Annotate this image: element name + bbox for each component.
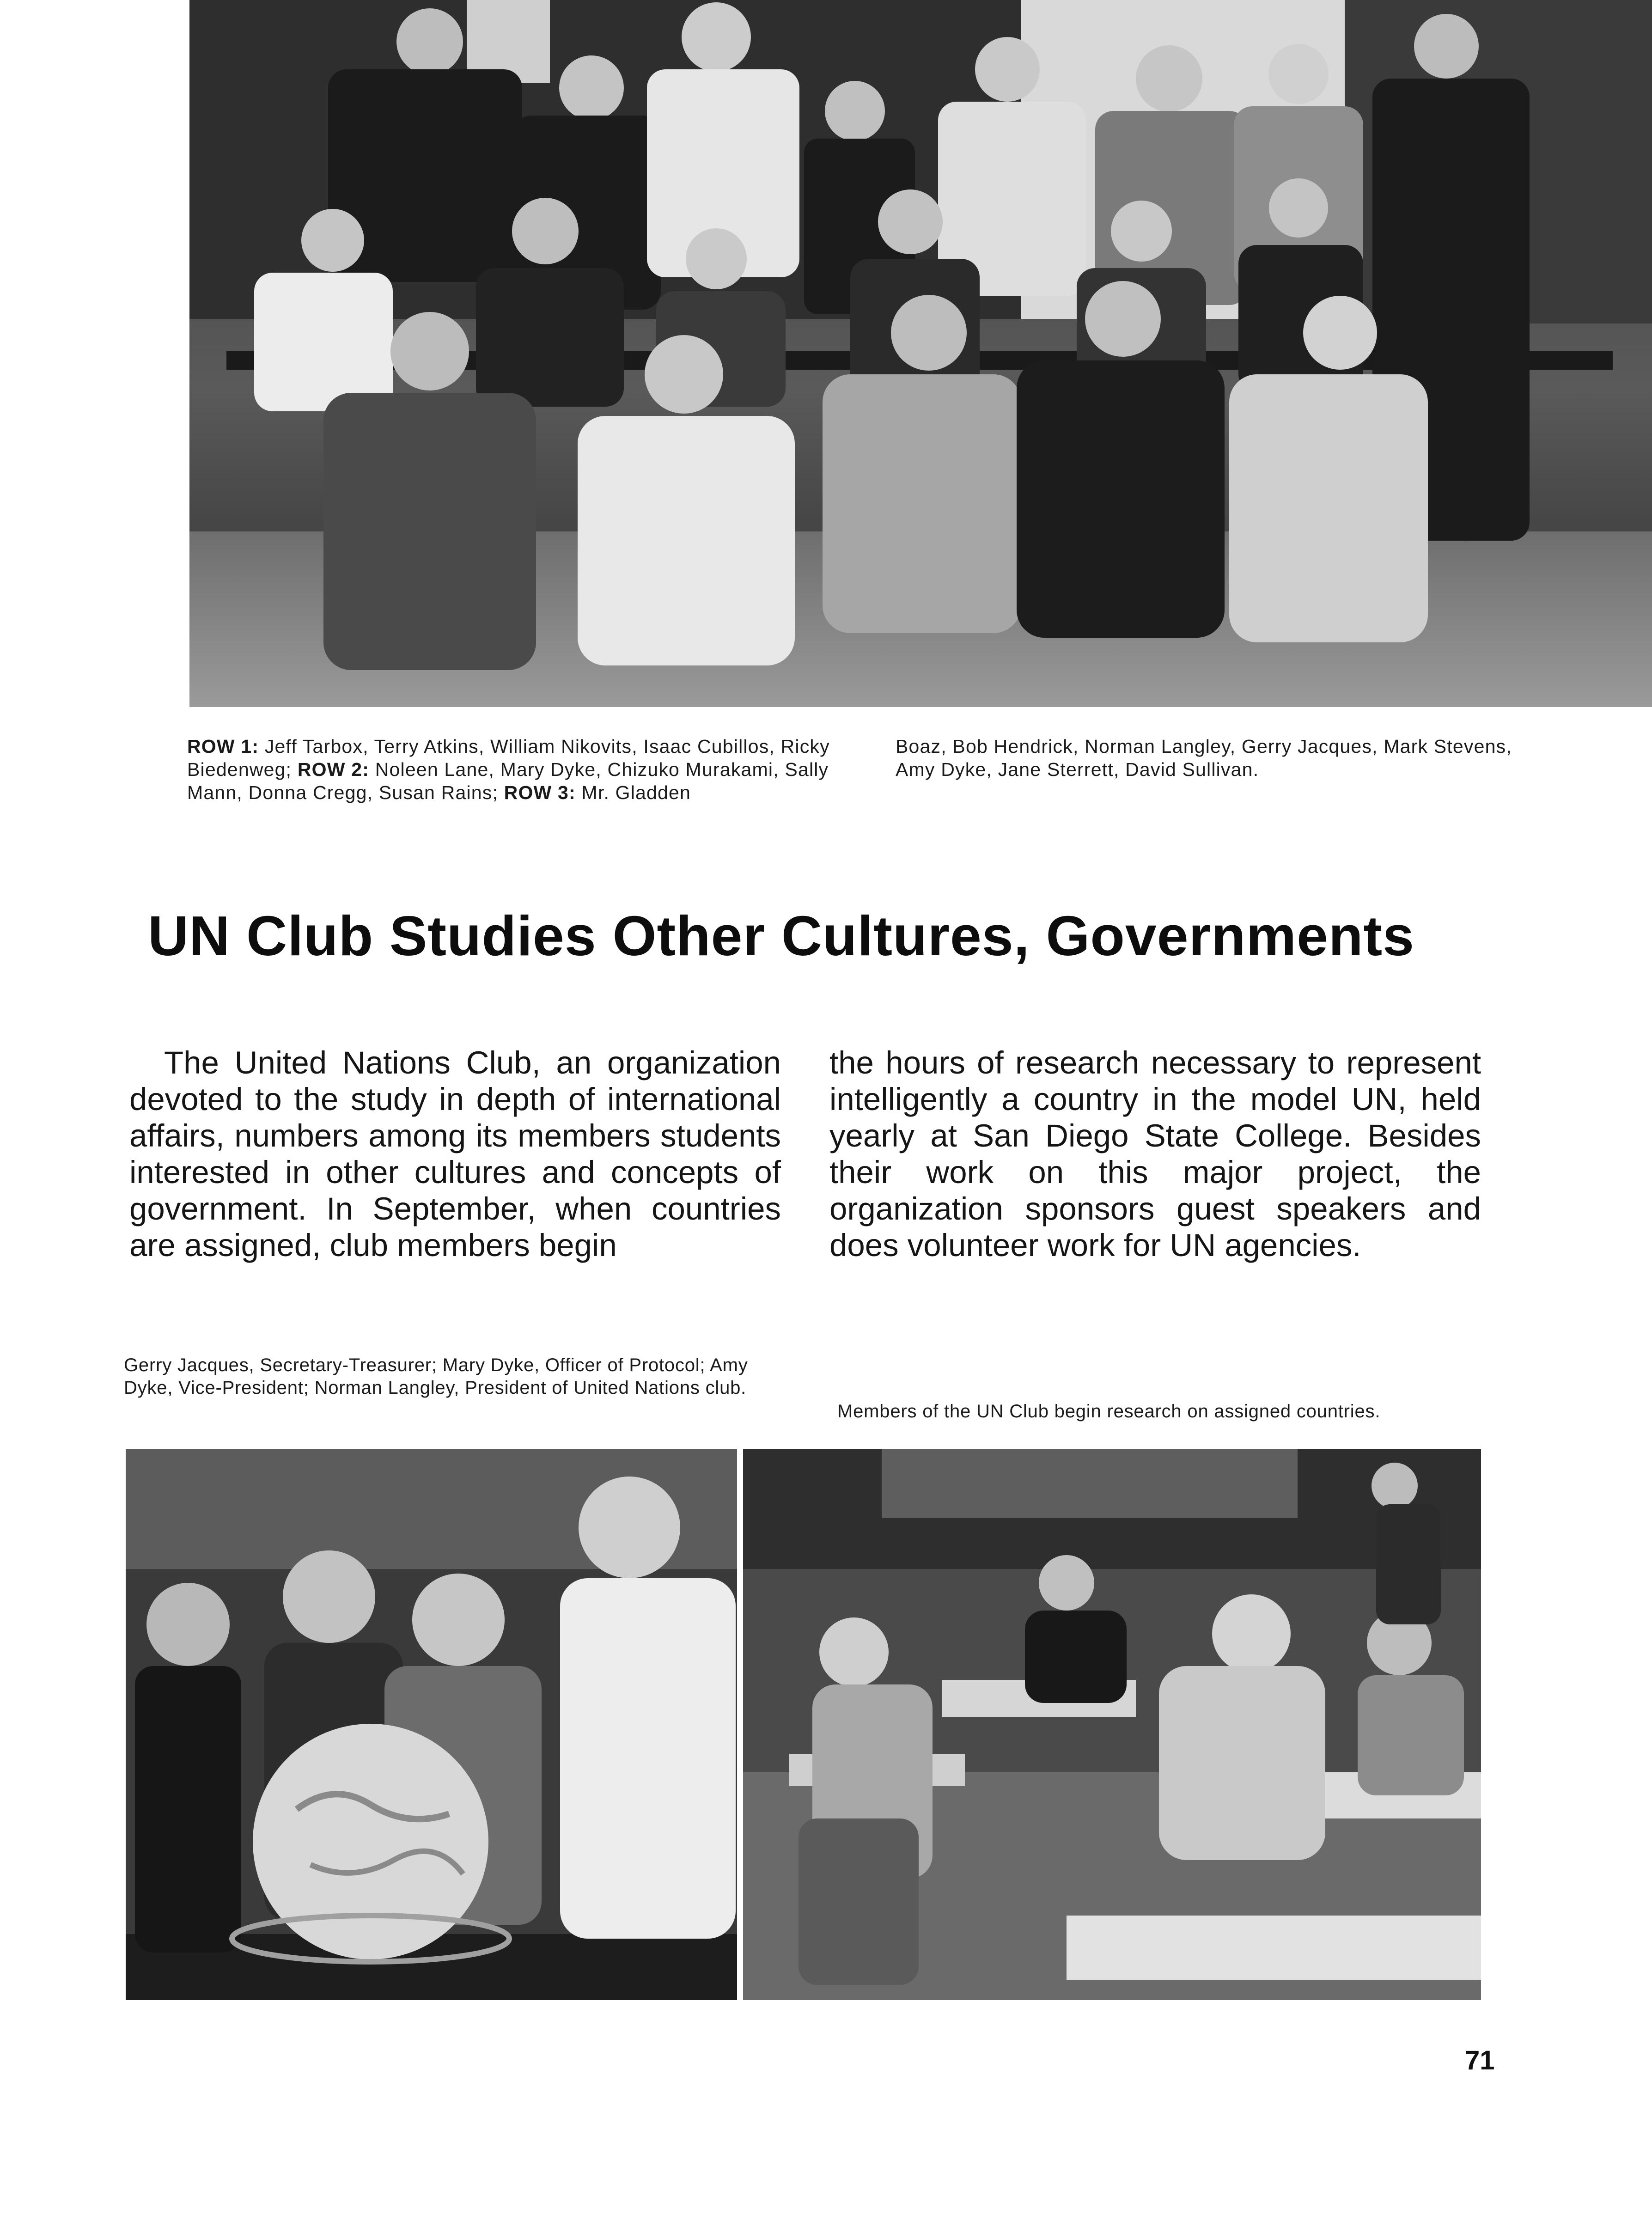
officers-globe-image (126, 1449, 737, 2000)
row2-label: ROW 2: (297, 759, 370, 780)
row3-names: Mr. Gladden (575, 782, 691, 803)
row1-names: Jeff Tarbox, Terry Atkins, William Nikovits, Isaac Cubillos, Ricky Biedenweg; (187, 736, 830, 780)
officers-photo-caption: Gerry Jacques, Secretary-Treasurer; Mary Dyke, Officer of Protocol; Amy Dyke, Vice-President; Norman Langley, President of United Nations club. (124, 1355, 748, 1398)
officers-globe-photo (126, 1449, 737, 2000)
row2-names: Noleen Lane, Mary Dyke, Chizuko Murakami, Sally Mann, Donna Cregg, Susan Rains; (187, 759, 829, 803)
body-column-right: the hours of research necessary to represent intelligently a country in the model UN, held yearly at San Diego State College. Besides their work on this major project, the organization sponsors guest speakers and does volunteer work for UN agencies. (829, 1045, 1481, 1263)
page-title: UN Club Studies Other Cultures, Governments (148, 904, 1414, 967)
classroom-photo-caption: Members of the UN Club begin research on assigned countries. (837, 1401, 1381, 1422)
row3-label: ROW 3: (504, 782, 576, 803)
row1-label: ROW 1: (187, 736, 259, 757)
group-photo (189, 0, 1652, 707)
group-photo-caption-right: Boaz, Bob Hendrick, Norman Langley, Gerry Jacques, Mark Stevens, Amy Dyke, Jane Sterrett, David Sullivan. (896, 736, 1512, 780)
group-photo-caption-left (187, 735, 843, 804)
body-column-left: The United Nations Club, an organization devoted to the study in depth of international affairs, numbers among its members students interested in other cultures and concepts of government. In September, when countries are assigned, club members begin (129, 1045, 781, 1263)
page-number: 71 (1465, 2045, 1495, 2075)
classroom-image (743, 1449, 1481, 2000)
classroom-photo (743, 1449, 1481, 2000)
group-photo-image (189, 0, 1652, 707)
